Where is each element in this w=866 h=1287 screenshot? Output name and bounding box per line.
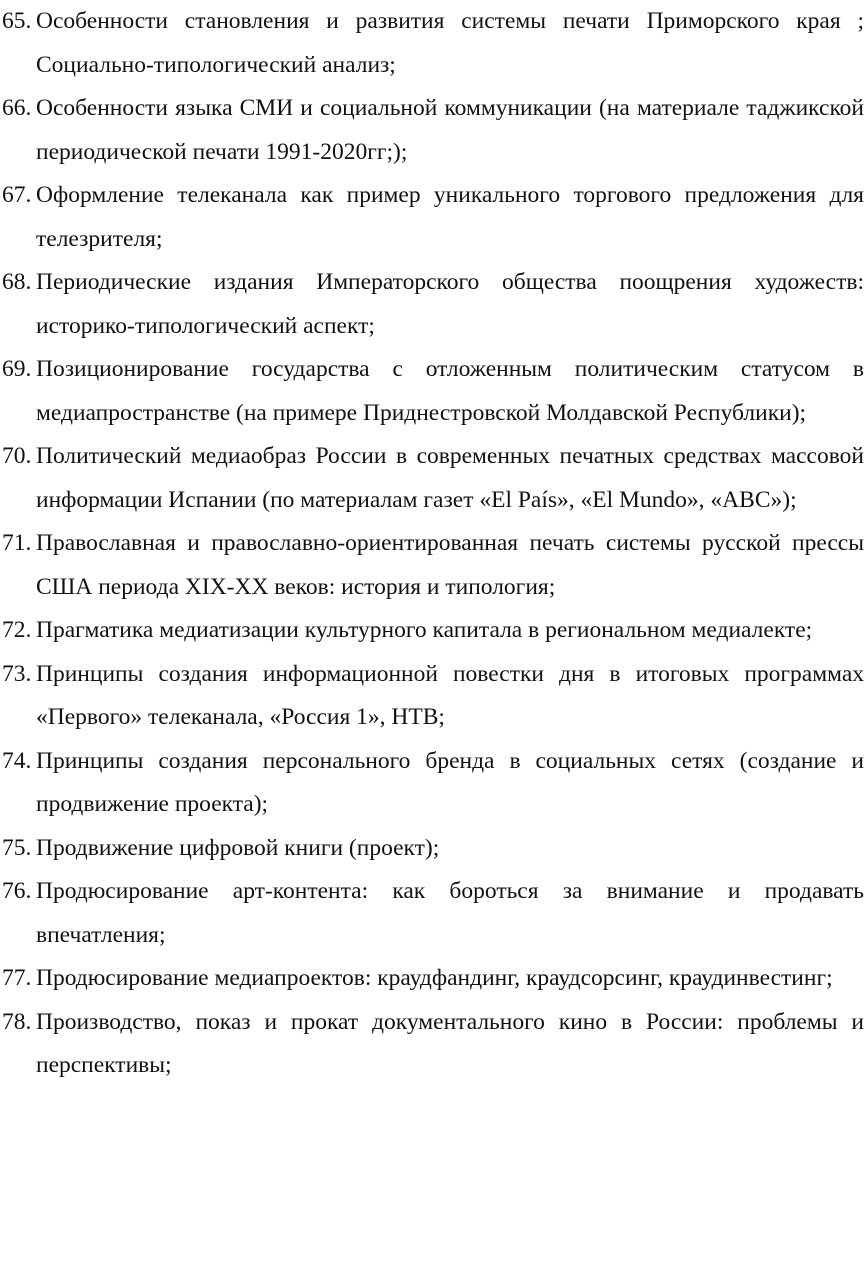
item-text: Позиционирование государства с отложенным политическим статусом в медиапространстве (на примере Приднестровской Молдавской Республики);	[36, 356, 864, 426]
item-text: Продюсирование арт-контента: как бороться за внимание и продавать впечатления;	[36, 878, 864, 948]
item-text: Производство, показ и прокат документального кино в России: проблемы и перспективы;	[36, 1008, 864, 1078]
list-item	[2, 957, 864, 1001]
topic-list	[2, 0, 864, 1088]
list-item	[2, 827, 864, 871]
item-number: 75.	[2, 834, 32, 861]
item-text: Принципы создания персонального бренда в социальных сетях (создание и продвижение проекта);	[36, 747, 864, 817]
item-text: Продюсирование медиапроектов: краудфандинг, краудсорсинг, краудинвестинг;	[36, 965, 833, 991]
list-item	[2, 348, 864, 435]
list-item	[2, 0, 864, 87]
item-text: Оформление телеканала как пример уникального торгового предложения для телезрителя;	[36, 182, 864, 252]
item-number: 70.	[2, 443, 32, 469]
list-item	[2, 174, 864, 261]
list-item	[2, 87, 864, 174]
list-item	[2, 522, 864, 609]
item-number: 67.	[2, 182, 32, 208]
item-text: Принципы создания информационной повестки дня в итоговых программах «Первого» телеканала, «Россия 1», НТВ;	[36, 660, 864, 730]
list-item	[2, 870, 864, 957]
list-item	[2, 740, 864, 827]
list-item	[2, 653, 864, 740]
item-number: 73.	[2, 660, 32, 687]
item-number: 71.	[2, 530, 32, 556]
list-item	[2, 609, 864, 653]
item-text: Православная и православно-ориентированная печать системы русской прессы США периода XIX-XX веков: история и типология;	[36, 530, 864, 600]
item-text: Политический медиаобраз России в современных печатных средствах массовой информации Испании (по материалам газет «El País», «El Mundo», «ABC»);	[36, 443, 864, 513]
item-number: 74.	[2, 747, 32, 774]
item-number: 66.	[2, 95, 32, 121]
item-text: Прагматика медиатизации культурного капитала в региональном медиалекте;	[36, 617, 813, 643]
item-number: 76.	[2, 878, 32, 904]
item-number: 69.	[2, 356, 32, 382]
item-number: 77.	[2, 965, 32, 991]
item-number: 68.	[2, 269, 32, 295]
item-text: Особенности языка СМИ и социальной коммуникации (на материале таджикской периодической печати 1991-2020гг;);	[36, 95, 864, 165]
item-text: Особенности становления и развития системы печати Приморского края ; Социально-типологический анализ;	[36, 8, 864, 78]
item-number: 72.	[2, 617, 32, 643]
list-item	[2, 1001, 864, 1088]
item-number: 65.	[2, 8, 32, 34]
list-item	[2, 435, 864, 522]
list-item	[2, 261, 864, 348]
item-text: Периодические издания Императорского общества поощрения художеств: историко-типологический аспект;	[36, 269, 864, 339]
item-number: 78.	[2, 1008, 32, 1035]
item-text: Продвижение цифровой книги (проект);	[36, 834, 440, 861]
